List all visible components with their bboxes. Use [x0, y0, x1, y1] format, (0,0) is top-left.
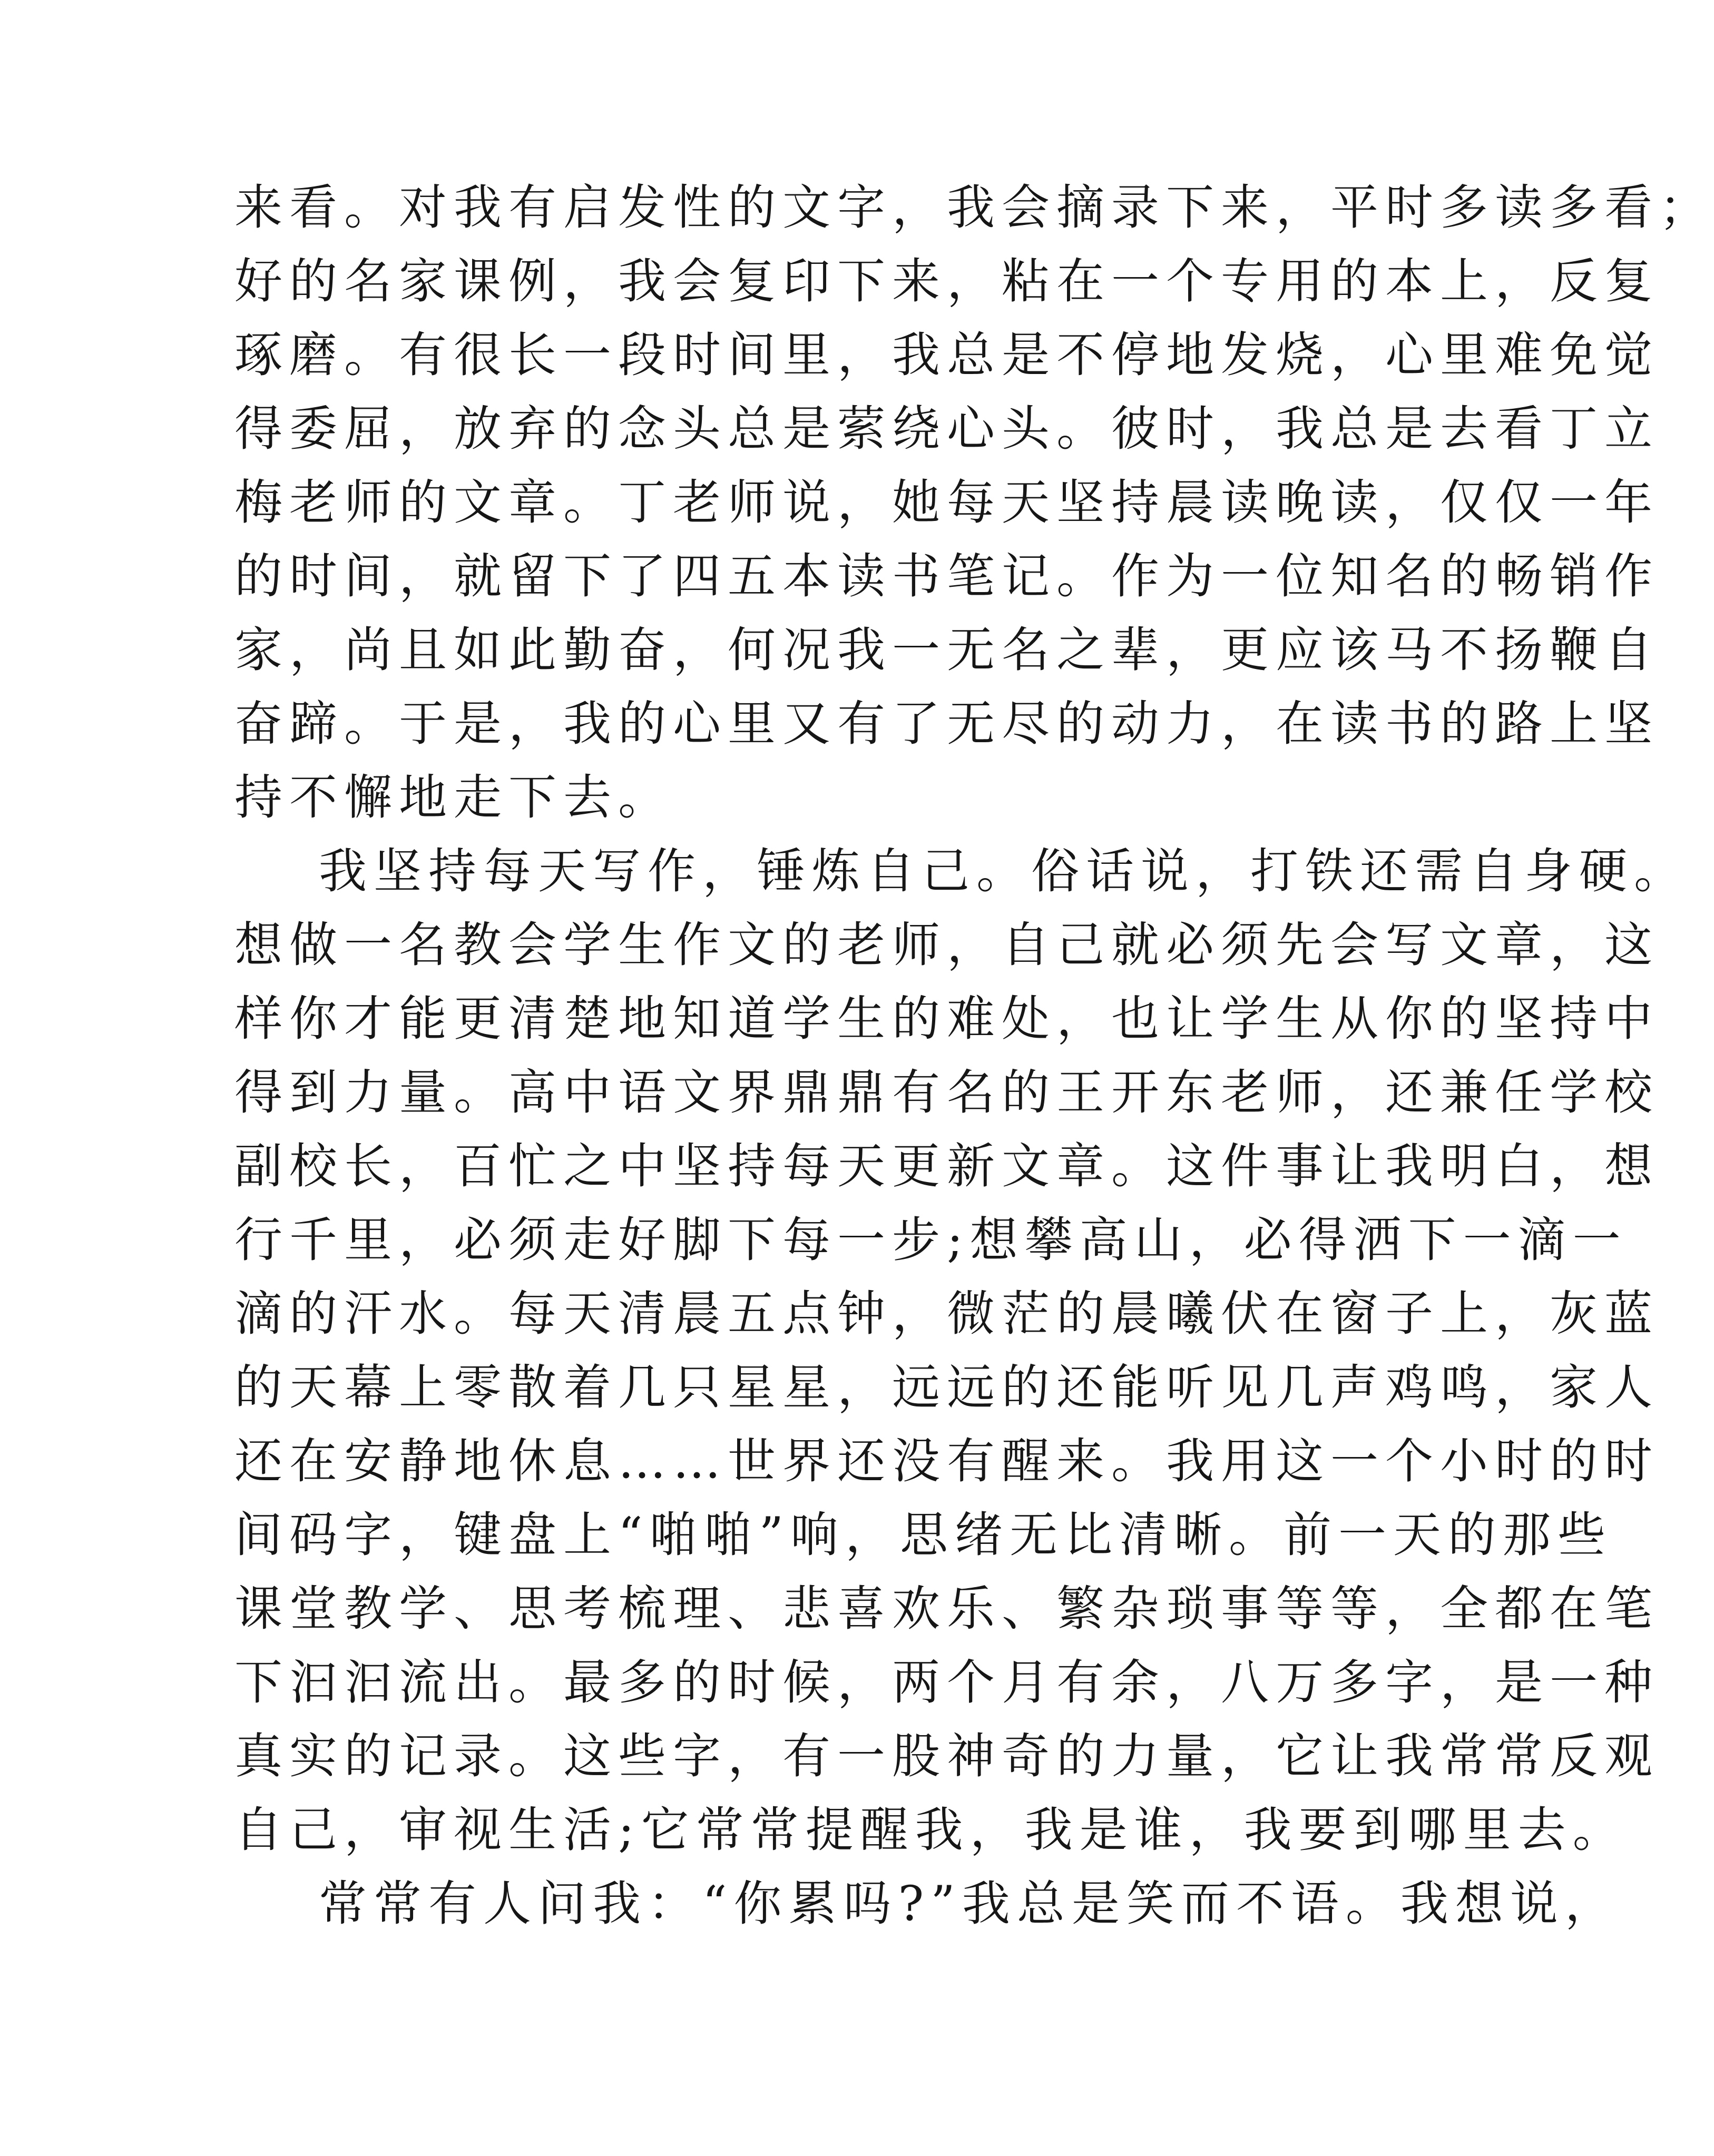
text-line: 课堂教学、思考梳理、悲喜欢乐、繁杂琐事等等，全都在笔 — [234, 1581, 1660, 1637]
text-line: 的时间，就留下了四五本读书笔记。作为一位知名的畅销作 — [234, 549, 1660, 604]
paragraph-first-line: 我坚持每天写作，锤炼自己。俗话说，打铁还需自身硬。 — [319, 844, 1689, 899]
text-line: 来看。对我有启发性的文字，我会摘录下来，平时多读多看； — [234, 180, 1714, 235]
text-line: 的天幕上零散着几只星星，远远的还能听见几声鸡鸣，家人 — [234, 1360, 1660, 1415]
text-line: 间码字，键盘上“啪啪”响，思绪无比清晰。前一天的那些 — [234, 1508, 1613, 1563]
text-line: 想做一名教会学生作文的老师，自己就必须先会写文章，这 — [234, 918, 1660, 973]
text-line: 持不懈地走下去。 — [234, 770, 673, 825]
text-line: 滴的汗水。每天清晨五点钟，微茫的晨曦伏在窗子上，灰蓝 — [234, 1286, 1660, 1342]
text-line: 梅老师的文章。丁老师说，她每天坚持晨读晚读，仅仅一年 — [234, 475, 1660, 530]
text-line: 样你才能更清楚地知道学生的难处，也让学生从你的坚持中 — [234, 991, 1660, 1047]
text-line: 行千里，必须走好脚下每一步;想攀高山，必得洒下一滴一 — [234, 1213, 1628, 1268]
text-line: 还在安静地休息……世界还没有醒来。我用这一个小时的时 — [234, 1434, 1660, 1489]
text-line: 得委屈，放弃的念头总是萦绕心头。彼时，我总是去看丁立 — [234, 401, 1660, 457]
text-line: 家，尚且如此勤奋，何况我一无名之辈，更应该马不扬鞭自 — [234, 623, 1660, 678]
text-line: 奋蹄。于是，我的心里又有了无尽的动力，在读书的路上坚 — [234, 696, 1660, 752]
text-line: 真实的记录。这些字，有一股神奇的力量，它让我常常反观 — [234, 1729, 1660, 1784]
text-line: 副校长，百忙之中坚持每天更新文章。这件事让我明白，想 — [234, 1139, 1660, 1194]
text-line: 琢磨。有很长一段时间里，我总是不停地发烧，心里难免觉 — [234, 328, 1660, 383]
paragraph-first-line: 常常有人问我：“你累吗?”我总是笑而不语。我想说， — [319, 1876, 1620, 1932]
text-line: 好的名家课例，我会复印下来，粘在一个专用的本上，反复 — [234, 254, 1660, 309]
text-line: 下汩汩流出。最多的时候，两个月有余，八万多字，是一种 — [234, 1655, 1660, 1710]
text-line: 自己，审视生活;它常常提醒我，我是谁，我要到哪里去。 — [234, 1803, 1628, 1858]
text-line: 得到力量。高中语文界鼎鼎有名的王开东老师，还兼任学校 — [234, 1065, 1660, 1120]
